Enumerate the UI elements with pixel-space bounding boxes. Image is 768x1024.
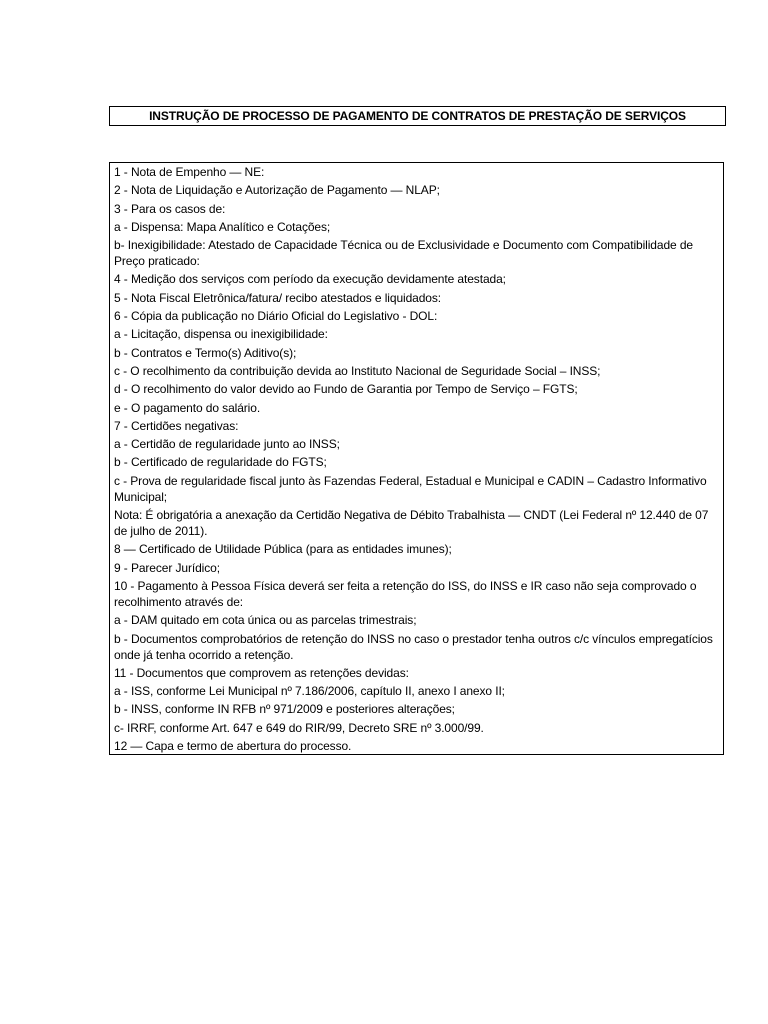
checklist-line: d - O recolhimento do valor devido ao Fundo de Garantia por Tempo de Serviço – FGTS; xyxy=(114,382,578,397)
checklist-line: b - INSS, conforme IN RFB nº 971/2009 e posteriores alterações; xyxy=(114,702,455,717)
checklist-line: b - Documentos comprobatórios de retenção do INSS no caso o prestador tenha outros c/c vínculos empregatícios onde já tenha ocorrido a retenção. xyxy=(114,631,713,662)
document-title: INSTRUÇÃO DE PROCESSO DE PAGAMENTO DE CONTRATOS DE PRESTAÇÃO DE SERVIÇOS xyxy=(149,109,686,123)
checklist-line: 11 - Documentos que comprovem as retenções devidas: xyxy=(114,665,409,680)
checklist-line: a - Certidão de regularidade junto ao INSS; xyxy=(114,437,340,452)
checklist-line: a - Dispensa: Mapa Analítico e Cotações; xyxy=(114,219,331,234)
checklist-line: 12 — Capa e termo de abertura do processo. xyxy=(114,739,352,754)
checklist-note: Nota: É obrigatória a anexação da Certidão Negativa de Débito Trabalhista — CNDT (Lei Federal nº 12.440 de 07 de julho de 2011). xyxy=(114,508,709,539)
checklist-line: 6 - Cópia da publicação no Diário Oficial do Legislativo - DOL: xyxy=(114,309,438,324)
checklist-line: e - O pagamento do salário. xyxy=(114,400,261,415)
title-box xyxy=(109,106,726,126)
checklist-line: 4 - Medição dos serviços com período da execução devidamente atestada; xyxy=(114,272,506,287)
checklist-line: 8 — Certificado de Utilidade Pública (para as entidades imunes); xyxy=(114,542,452,557)
checklist-line: a - ISS, conforme Lei Municipal nº 7.186/2006, capítulo II, anexo I anexo II; xyxy=(114,684,505,699)
checklist-line: 2 - Nota de Liquidação e Autorização de Pagamento — NLAP; xyxy=(114,183,440,198)
checklist-line: 1 - Nota de Empenho — NE: xyxy=(114,165,265,179)
checklist-line: 5 - Nota Fiscal Eletrônica/fatura/ recibo atestados e liquidados: xyxy=(114,290,442,305)
checklist-line: 7 - Certidões negativas: xyxy=(114,418,239,433)
checklist-line: b - Certificado de regularidade do FGTS; xyxy=(114,455,327,470)
checklist-line: b- Inexigibilidade: Atestado de Capacidade Técnica ou de Exclusividade e Documento com Compatibilidade de Preço praticado: xyxy=(114,238,693,269)
checklist-line: a - Licitação, dispensa ou inexigibilidade: xyxy=(114,327,328,342)
checklist-box xyxy=(109,162,724,755)
checklist-line: c- IRRF, conforme Art. 647 e 649 do RIR/99, Decreto SRE nº 3.000/99. xyxy=(114,720,484,735)
checklist-line: b - Contratos e Termo(s) Aditivo(s); xyxy=(114,345,297,360)
checklist-line: c - Prova de regularidade fiscal junto às Fazendas Federal, Estadual e Municipal e CADIN – Cadastro Informativo Municipal; xyxy=(114,473,707,504)
checklist-line: c - O recolhimento da contribuição devida ao Instituto Nacional de Seguridade Social – INSS; xyxy=(114,363,601,378)
checklist-line: a - DAM quitado em cota única ou as parcelas trimestrais; xyxy=(114,613,417,628)
checklist-line: 10 - Pagamento à Pessoa Física deverá ser feita a retenção do ISS, do INSS e IR caso não seja comprovado o recolhimento através de: xyxy=(114,578,697,609)
checklist-line: 3 - Para os casos de: xyxy=(114,201,226,216)
checklist-line: 9 - Parecer Jurídico; xyxy=(114,560,220,575)
